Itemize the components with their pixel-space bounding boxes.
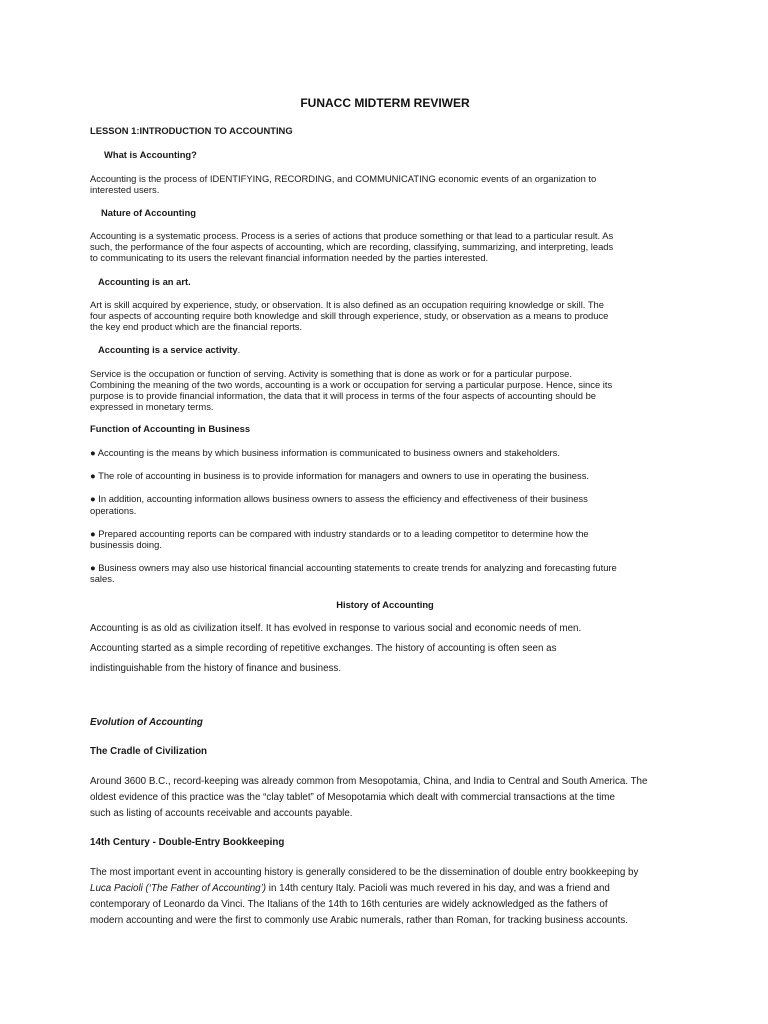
bullet-item: ● In addition, accounting information allows business owners to assess the efficiency and effectiveness of their business bbox=[90, 493, 588, 504]
paragraph-line: Combining the meaning of the two words, accounting is a work or occupation for serving a particular purpose. Hence, since its bbox=[90, 379, 613, 390]
evolution-heading: Evolution of Accounting bbox=[90, 717, 203, 728]
bullet-item-continued: sales. bbox=[90, 573, 115, 584]
paragraph-line: purpose is to provide financial information, the data that it will process in terms of the four aspects of accounting should be bbox=[90, 390, 597, 401]
paragraph-line: Accounting is as old as civilization itself. It has evolved in response to various social and economic needs of men. bbox=[90, 623, 582, 634]
bullet-item-continued: operations. bbox=[90, 505, 137, 516]
service-heading-tail: . bbox=[237, 344, 241, 355]
paragraph-line: Accounting is a systematic process. Process is a series of actions that produce something or that lead to a particular result. As bbox=[90, 230, 614, 241]
double-entry-heading: 14th Century - Double-Entry Bookkeeping bbox=[90, 837, 285, 848]
pacioli-name: Luca Pacioli (‘The Father of Accounting’) bbox=[90, 883, 267, 894]
paragraph-line: the key end product which are the financial reports. bbox=[90, 321, 303, 332]
paragraph-line: expressed in monetary terms. bbox=[90, 401, 214, 412]
what-is-accounting-heading: What is Accounting? bbox=[104, 149, 197, 160]
bullet-item: ● Business owners may also use historical financial accounting statements to create trends for analyzing and forecasting future bbox=[90, 562, 617, 573]
paragraph-line: modern accounting and were the first to commonly use Arabic numerals, rather than Roman, for tracking business accounts. bbox=[90, 915, 629, 926]
paragraph-line: Service is the occupation or function of serving. Activity is something that is done as work or for a particular purpose. bbox=[90, 368, 573, 379]
document-title: FUNACC MIDTERM REVIWER bbox=[300, 96, 470, 110]
lesson-heading: LESSON 1:INTRODUCTION TO ACCOUNTING bbox=[90, 125, 293, 136]
function-heading: Function of Accounting in Business bbox=[90, 423, 251, 434]
history-heading: History of Accounting bbox=[336, 599, 434, 610]
bullet-item: ● The role of accounting in business is to provide information for managers and owners to use in operating the business. bbox=[90, 470, 590, 481]
bullet-item: ● Prepared accounting reports can be compared with industry standards or to a leading competitor to determine how the bbox=[90, 528, 589, 539]
paragraph-line: Accounting started as a simple recording of repetitive exchanges. The history of accounting is often seen as bbox=[90, 643, 557, 654]
paragraph-line: Art is skill acquired by experience, study, or observation. It is also defined as an occupation requiring knowledge or skill. The bbox=[90, 299, 604, 310]
paragraph-line: such, the performance of the four aspects of accounting, which are recording, classifying, summarizing, and interpreting, leads bbox=[90, 241, 614, 252]
pacioli-rest: in 14th century Italy. Pacioli was much revered in his day, and was a friend and bbox=[266, 883, 610, 894]
art-heading: Accounting is an art. bbox=[98, 276, 191, 287]
paragraph-line: to communicating to its users the relevant financial information needed by the parties interested. bbox=[90, 252, 489, 263]
paragraph-line: Around 3600 B.C., record-keeping was already common from Mesopotamia, China, and India to Central and South America. The bbox=[90, 776, 648, 787]
paragraph-line: The most important event in accounting history is generally considered to be the dissemination of double entry bookkeeping by bbox=[90, 867, 639, 878]
paragraph-line: oldest evidence of this practice was the “clay tablet” of Mesopotamia which dealt with commercial transactions at the time bbox=[90, 792, 615, 803]
paragraph-line: indistinguishable from the history of finance and business. bbox=[90, 663, 342, 674]
paragraph-line: such as listing of accounts receivable and accounts payable. bbox=[90, 808, 353, 819]
service-heading-line bbox=[98, 344, 240, 355]
bullet-item: ● Accounting is the means by which business information is communicated to business owners and stakeholders. bbox=[90, 447, 560, 458]
paragraph-line: four aspects of accounting require both knowledge and skill through experience, study, or observation as a means to produce bbox=[90, 310, 609, 321]
paragraph-line: Accounting is the process of IDENTIFYING, RECORDING, and COMMUNICATING economic events of an organization to bbox=[90, 173, 597, 184]
service-heading: Accounting is a service activity bbox=[98, 344, 238, 355]
nature-heading: Nature of Accounting bbox=[101, 207, 196, 218]
paragraph-line: contemporary of Leonardo da Vinci. The Italians of the 14th to 16th centuries are widely acknowledged as the fathers of bbox=[90, 899, 608, 910]
cradle-heading: The Cradle of Civilization bbox=[90, 746, 208, 757]
paragraph-line: interested users. bbox=[90, 184, 160, 195]
paragraph-line bbox=[90, 883, 610, 894]
bullet-item-continued: businessis doing. bbox=[90, 539, 162, 550]
